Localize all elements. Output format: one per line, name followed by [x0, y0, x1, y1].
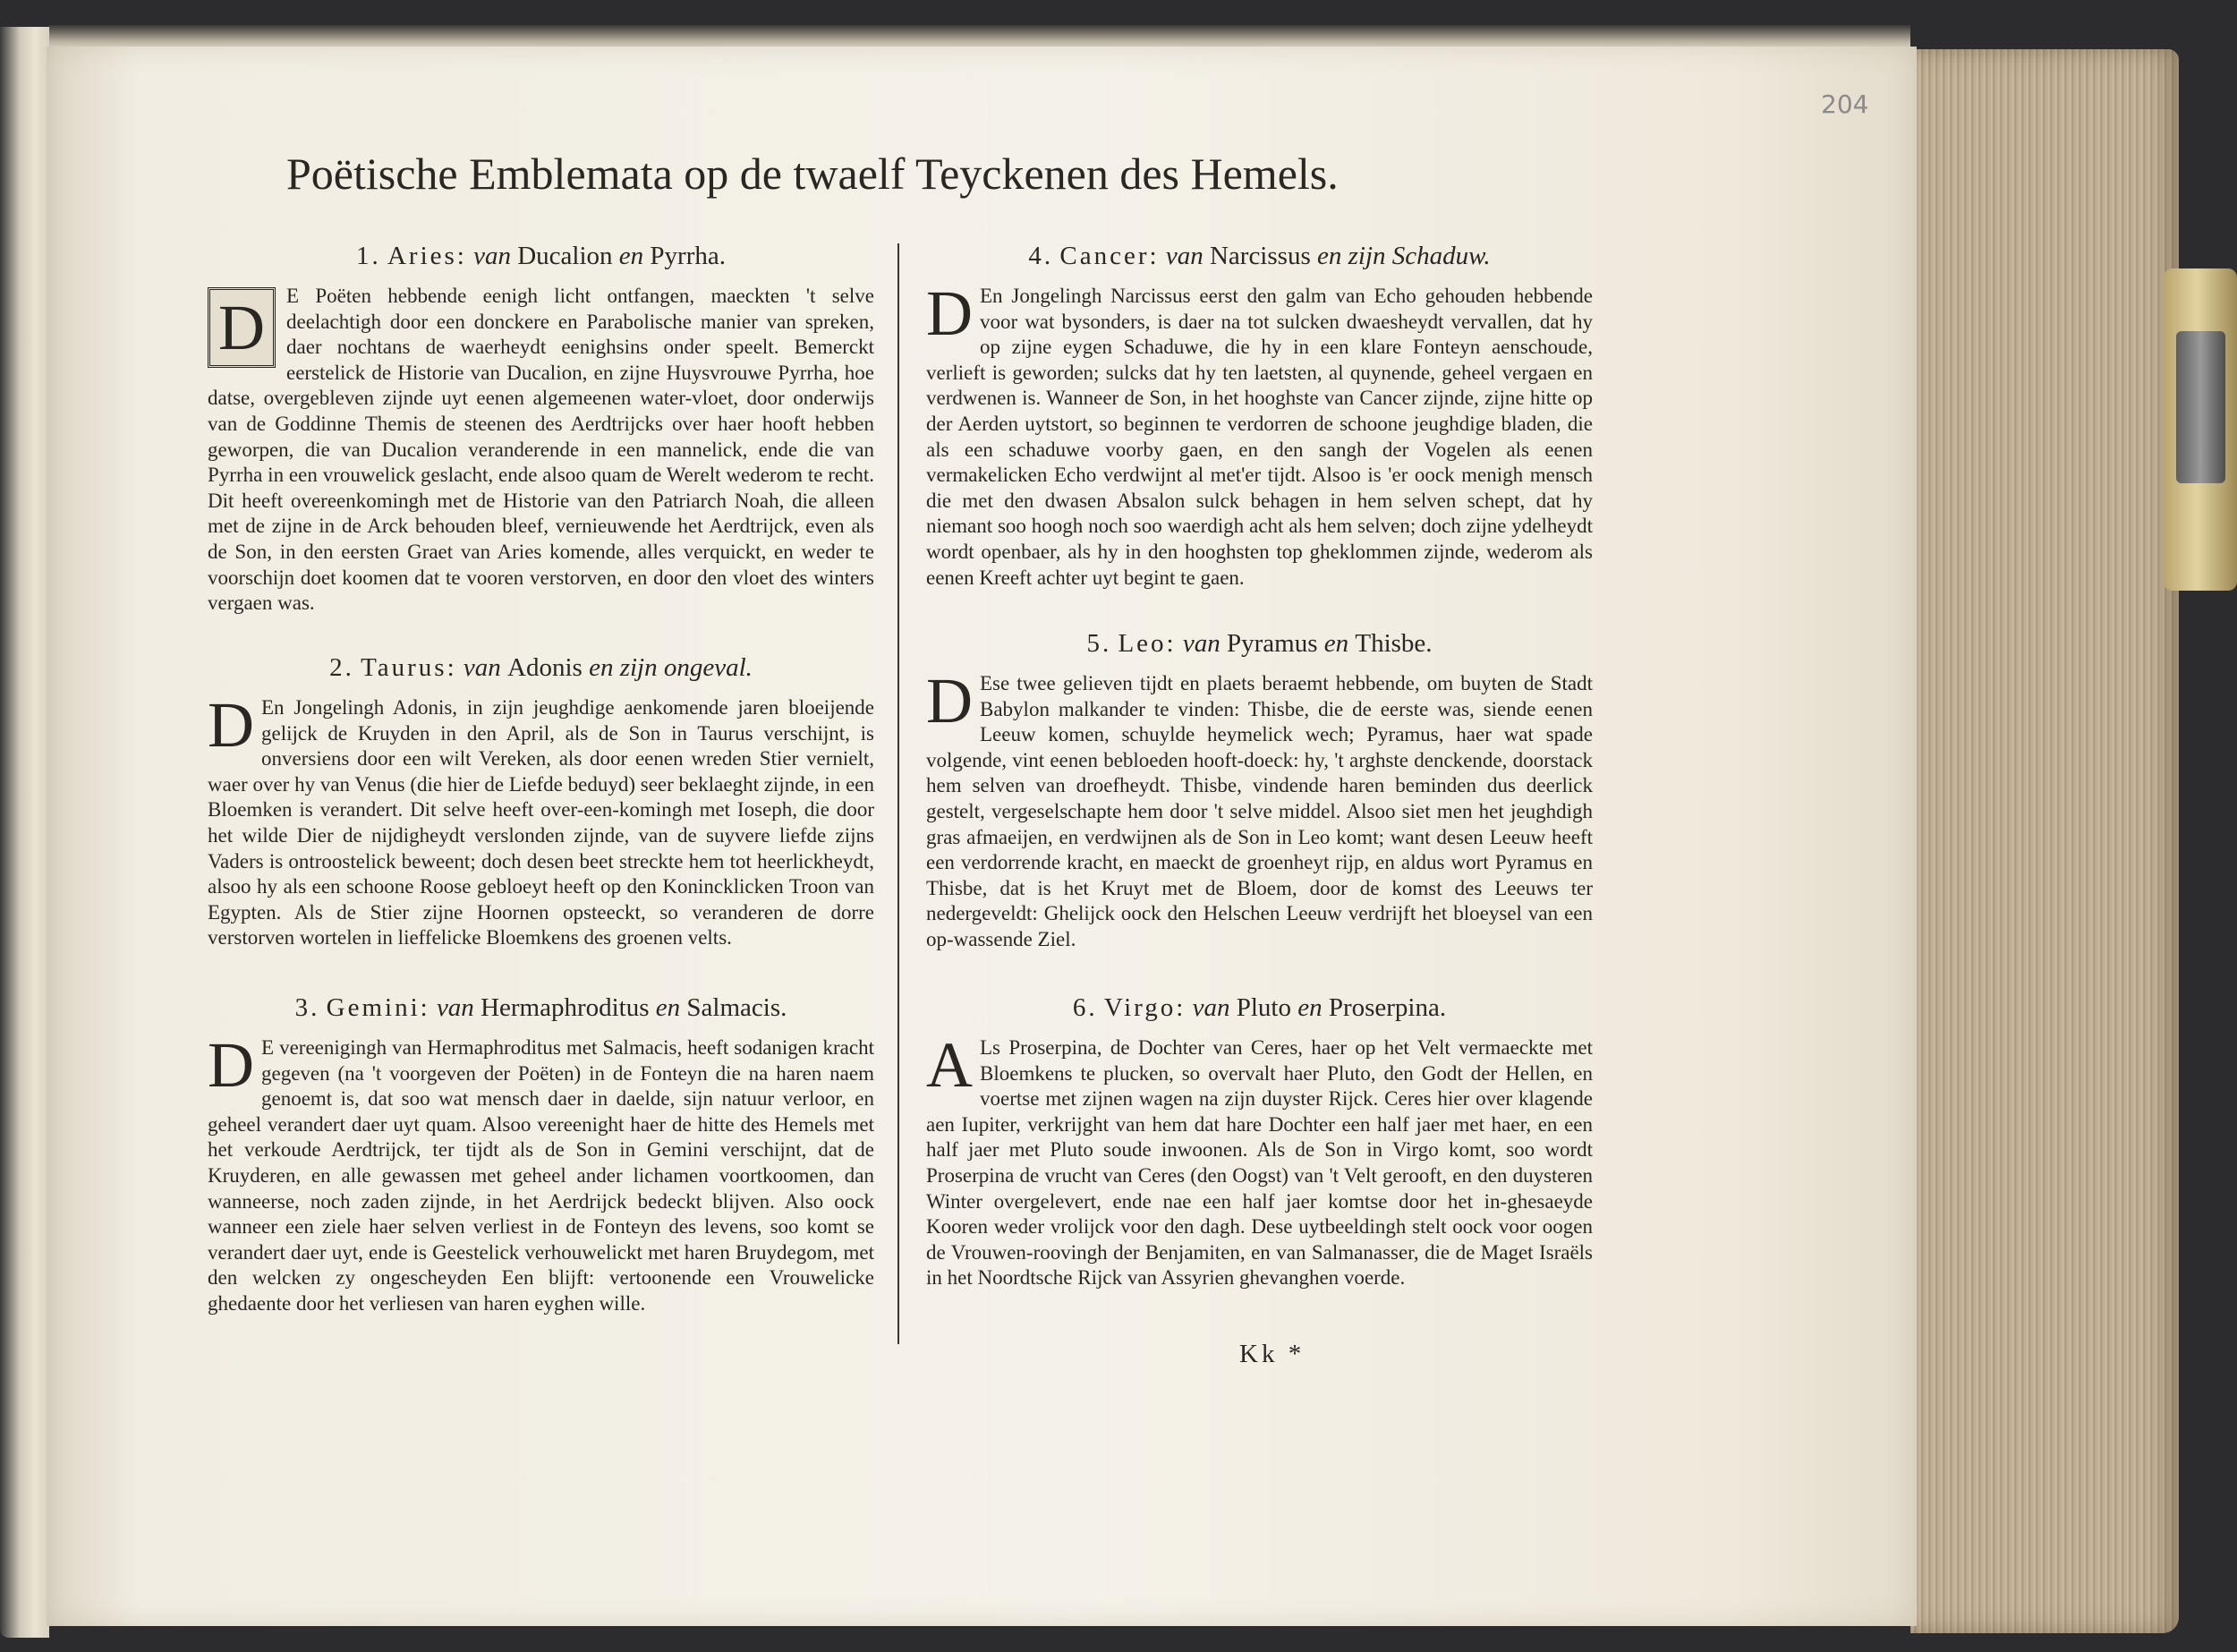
section-heading: 2. Taurus: van Adonis en zijn ongeval. [329, 653, 753, 682]
left-page-fold [0, 27, 49, 1638]
section-gemini [208, 993, 874, 1317]
drop-initial: A [926, 1029, 973, 1101]
signature-mark: Kk * [1239, 1340, 1306, 1368]
drop-initial: D [926, 277, 973, 349]
drop-initial: D [208, 689, 254, 761]
drop-initial: D [208, 1029, 254, 1101]
drop-initial: D [926, 665, 973, 737]
section-body: D Ese twee gelieven tijdt en plaets beraemt hebbende, om buyten de Stadt Babylon malkander te vinden: Thisbe, die de eerste was, siende eenen Leeuw komen, schuylde heymelick wech; Pyramus, haer wat spade volgende, vint eenen bebloeden hooft-doeck: hy, 't arghste denckende, doorstack hem selven van droefheydt. Thisbe, vindende haren beminden dus deerlick gestelt, vergeselschapte hem door 't selve middel. Alsoo siet men het jeughdigh gras afmaeijen, en verdwijnen als de Son in Leo komt; want desen Leeuw heeft een verdorrende kracht, en maeckt de groenheyt rijp, en aldus wort Pyramus en Thisbe, dat is het Kruyt met de Bloem, door de komst des Leeuws ter nedergeveldt: Ghelijck oock den Helschen Leeuw verdrijft het bloeysel van een op-wassende Ziel. [926, 665, 1593, 950]
section-body: D En Jongelingh Adonis, in zijn jeughdige aenkomende jaren bloeijende gelijck de Kruyden in den April, als de Son in Taurus verschijnt, is onversiens door een wilt Vereken, als door eenen wreden Stier vernielt, waer over hy van Venus (die hier de Liefde beduyd) seer beklaeght zijnde, in een Bloemken is verandert. Dit selve heeft over-een-komingh met Ioseph, die door het wilde Dier de nijdigheydt verslonden zijnde, van de suyvere liefde zijns Vaders is ontroostelick beweent; doch desen beet streckte hem tot heerlickheydt, alsoo hy als een schoone Roose gebloeyt heeft op den Konincklicken Troon van Egypten. Als de Stier zijne Hoornen opsteeckt, so veranderen de dorre verstorven wortelen in lieffelicke Bloemkens des groenen velts. [208, 689, 874, 949]
section-body: A Ls Proserpina, de Dochter van Ceres, haer op het Velt vermaeckte met Bloemkens te plucken, so overvalt haer Pluto, den Godt der Hellen, en voertse met zijnen wagen na zijn duyster Rijck. Ceres hier over klagende aen Iupiter, verkrijght van hem dat hare Dochter een half jaer met haer, en een half jaer met Pluto soude inwoonen. Als de Son in Virgo komt, soo wordt Proserpina de vrucht van Ceres (den Oogst) van 't Velt gerooft, en den duysteren Winter overgelevert, ende nae een half jaer komtse door het in-ghesaeyde Kooren weder vrolijck voor den dagh. Dese uytbeeldingh stelt oock voor oogen de Vrouwen-roovingh der Benjamiten, en van Salmanasser, die de Maget Israëls in het Noordtsche Rijck van Assyrien ghevanghen voerde. [926, 1029, 1593, 1290]
section-body: D En Jongelingh Narcissus eerst den galm van Echo gehouden hebbende voor wat bysonders, is daer na tot sulcken dwaesheydt vervallen, dat hy op zijne eygen Schaduwe, die hy in een klare Fonteyn aenschoude, verlieft is geworden; sulcks dat hy ten laetsten, al quynende, geheel vergaen en verdwenen is. Wanneer de Son, in het hooghste van Cancer zijnde, zijne hitte op der Aerden uytstort, so beginnen te verdorren de schoone jeughdige bladen, die als een schaduwe voorby gaen, en den sangh der Vogelen als eenen vermakelicken Echo verdwijnt al met'er tijdt. Alsoo is 'er oock menigh mensch die met den dwasen Absalon sulck behagen in hem selven schept, dat hy niemant soo hoogh noch soo waerdigh acht als hem selven; doch zijne ydelheydt wordt openbaer, als hy in den hooghsten top gheklommen zijnde, wederom als eenen Kreeft achter uyt begint te gaen. [926, 277, 1593, 589]
section-heading: 5. Leo: van Pyramus en Thisbe. [1086, 629, 1433, 658]
section-body: D E vereenigingh van Hermaphroditus met Salmacis, heeft sodanigen kracht gegeven (na 't voorgeven der Poëten) in de Fonteyn die na haren naem genoemt is, dat soo wat mensch daer in daelde, sijn natuur verloor, en geheel verandert daer uyt quam. Alsoo vereenight haer de hitte des Hemels met het verkoude Aerdtrijck, ter tijdt als de Son in Gemini verschijnt, dat de Kruyderen, en alle gewassen met geheel ander lichamen voortkoomen, dan wanneerse, noch zaden zijnde, in het Aerdrijck bedeckt blijven. Also oock wanneer een ziele haer selven verliest in de Fonteyn des levens, soo komt se verandert daer uyt, ende is Geestelick verhouwelickt met haren Bruydegom, met den welcken zy ongescheyden Een blijft: vertoonende een Vrouwelicke ghedaente door het verliesen van haren eyghen wille. [208, 1029, 874, 1315]
page-stack-edge [1910, 49, 2179, 1633]
page-title: Poëtische Emblemata op de twaelf Teyckenen des Hemels. [286, 149, 1339, 199]
section-aries [208, 242, 874, 617]
section-heading: 3. Gemini: van Hermaphroditus en Salmacis. [294, 993, 787, 1022]
section-heading: 6. Virgo: van Pluto en Proserpina. [1072, 993, 1447, 1022]
section-cancer [926, 242, 1593, 591]
column-divider [897, 243, 899, 1344]
section-taurus [208, 653, 874, 951]
clasp-hinge [2176, 331, 2225, 483]
decorated-initial: D [208, 287, 276, 368]
section-body: D E Poëten hebbende eenigh licht ontfangen, maeckten 't selve deelachtigh door een donckere en Parabolische manier van spreken, daer nochtans de waerheydt eenighsins onder speelt. Bemerckt eerstelick de Historie van Ducalion, en zijne Huysvrouwe Pyrrha, hoe datse, overgebleven zijnde uyt eenen algemeenen water-vloet, door onderwijs van de Goddinne Themis de steenen des Aerdtrijcks over haer hooft hebben geworpen, die van Ducalion veranderende in een mannelick, ende die van Pyrrha in een vrouwelick geslacht, ende alsoo quam de Werelt wederom te recht. Dit heeft overeenkomingh met de Historie van den Patriarch Noah, die alleen met de zijne in de Arck behouden bleef, vernieuwende het Aerdtrijck, even als de Son, in den eersten Graet van Aries komende, alles verquickt, en weder te voorschijn doet koomen dat te vooren verstorven, en door den vloet des winters vergaen was. [208, 285, 874, 615]
section-leo [926, 629, 1593, 953]
section-heading: 4. Cancer: van Narcissus en zijn Schaduw. [1028, 242, 1491, 270]
page-number: 204 [1821, 89, 1869, 119]
section-heading: 1. Aries: van Ducalion en Pyrrha. [355, 242, 726, 270]
section-virgo [926, 993, 1593, 1291]
